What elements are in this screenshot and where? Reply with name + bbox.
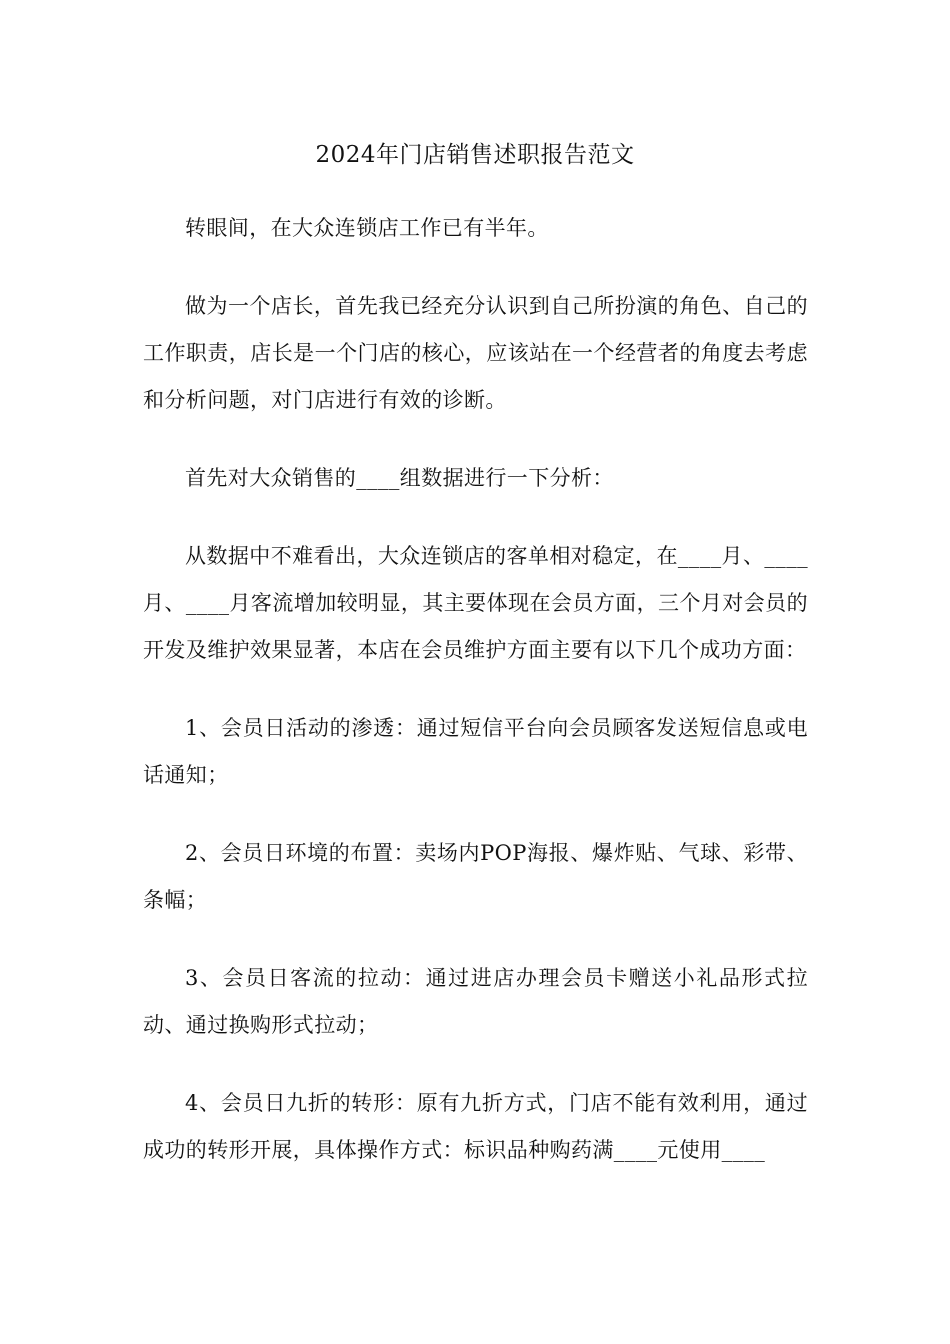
paragraph-customer-flow: 从数据中不难看出，大众连锁店的客单相对稳定，在____月、____月、____月客流增加较明显，其主要体现在会员方面，三个月对会员的开发及维护效果显著，本店在会员维护方面主要有以下几个成功方面： bbox=[143, 544, 808, 662]
paragraph-intro: 转眼间，在大众连锁店工作已有半年。 bbox=[185, 216, 549, 240]
document-body bbox=[143, 205, 808, 1205]
list-item-4: 4、会员日九折的转形：原有九折方式，门店不能有效利用，通过成功的转形开展，具体操作方式：标识品种购药满____元使用____ bbox=[143, 1091, 808, 1162]
document-title: 2024年门店销售述职报告范文 bbox=[315, 142, 635, 168]
list-item-1: 1、会员日活动的渗透：通过短信平台向会员顾客发送短信息或电话通知； bbox=[143, 716, 808, 787]
paragraph-role: 做为一个店长，首先我已经充分认识到自己所扮演的角色、自己的工作职责，店长是一个门店的核心，应该站在一个经营者的角度去考虑和分析问题，对门店进行有效的诊断。 bbox=[143, 294, 808, 412]
list-item-2: 2、会员日环境的布置：卖场内POP海报、爆炸贴、气球、彩带、条幅； bbox=[143, 841, 808, 912]
paragraph-data-analysis: 首先对大众销售的____组数据进行一下分析： bbox=[185, 466, 614, 490]
list-item-3: 3、会员日客流的拉动：通过进店办理会员卡赠送小礼品形式拉动、通过换购形式拉动； bbox=[143, 966, 808, 1037]
